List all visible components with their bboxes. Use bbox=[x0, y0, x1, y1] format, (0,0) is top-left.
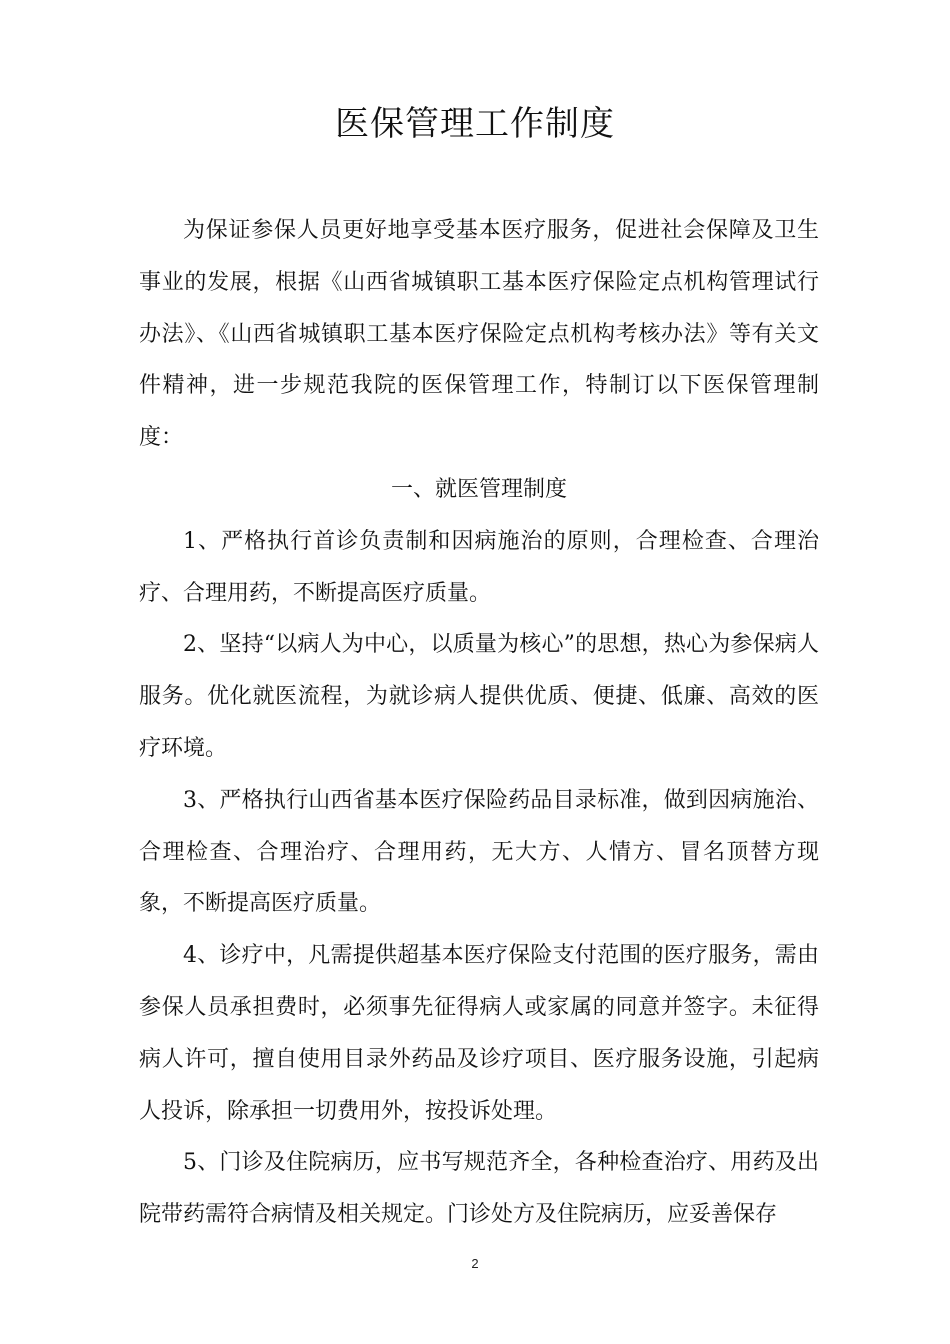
list-item-1: 1、严格执行首诊负责制和因病施治的原则，合理检查、合理治疗、合理用药，不断提高医疗质量。 bbox=[139, 528, 819, 606]
list-item-5: 5、门诊及住院病历，应书写规范齐全，各种检查治疗、用药及出院带药需符合病情及相关规定。门诊处方及住院病历，应妥善保存 bbox=[139, 1150, 819, 1228]
document-body bbox=[139, 205, 819, 1241]
intro-paragraph: 为保证参保人员更好地享受基本医疗服务，促进社会保障及卫生事业的发展，根据《山西省城镇职工基本医疗保险定点机构管理试行办法》、《山西省城镇职工基本医疗保险定点机构考核办法》等有关文件精神，进一步规范我院的医保管理工作，特制订以下医保管理制度： bbox=[139, 218, 819, 451]
list-item-3: 3、严格执行山西省基本医疗保险药品目录标准，做到因病施治、合理检查、合理治疗、合理用药，无大方、人情方、冒名顶替方现象，不断提高医疗质量。 bbox=[139, 787, 819, 917]
page-number: 2 bbox=[471, 1256, 479, 1271]
section-heading: 一、就医管理制度 bbox=[390, 476, 567, 502]
list-item-4: 4、诊疗中，凡需提供超基本医疗保险支付范围的医疗服务，需由参保人员承担费时，必须事先征得病人或家属的同意并签字。未征得病人许可，擅自使用目录外药品及诊疗项目、医疗服务设施，引起病人投诉，除承担一切费用外，按投诉处理。 bbox=[139, 943, 819, 1124]
document-title: 医保管理工作制度 bbox=[335, 104, 615, 144]
list-item-2: 2、坚持“以病人为中心，以质量为核心”的思想，热心为参保病人服务。优化就医流程，为就诊病人提供优质、便捷、低廉、高效的医疗环境。 bbox=[139, 632, 819, 761]
